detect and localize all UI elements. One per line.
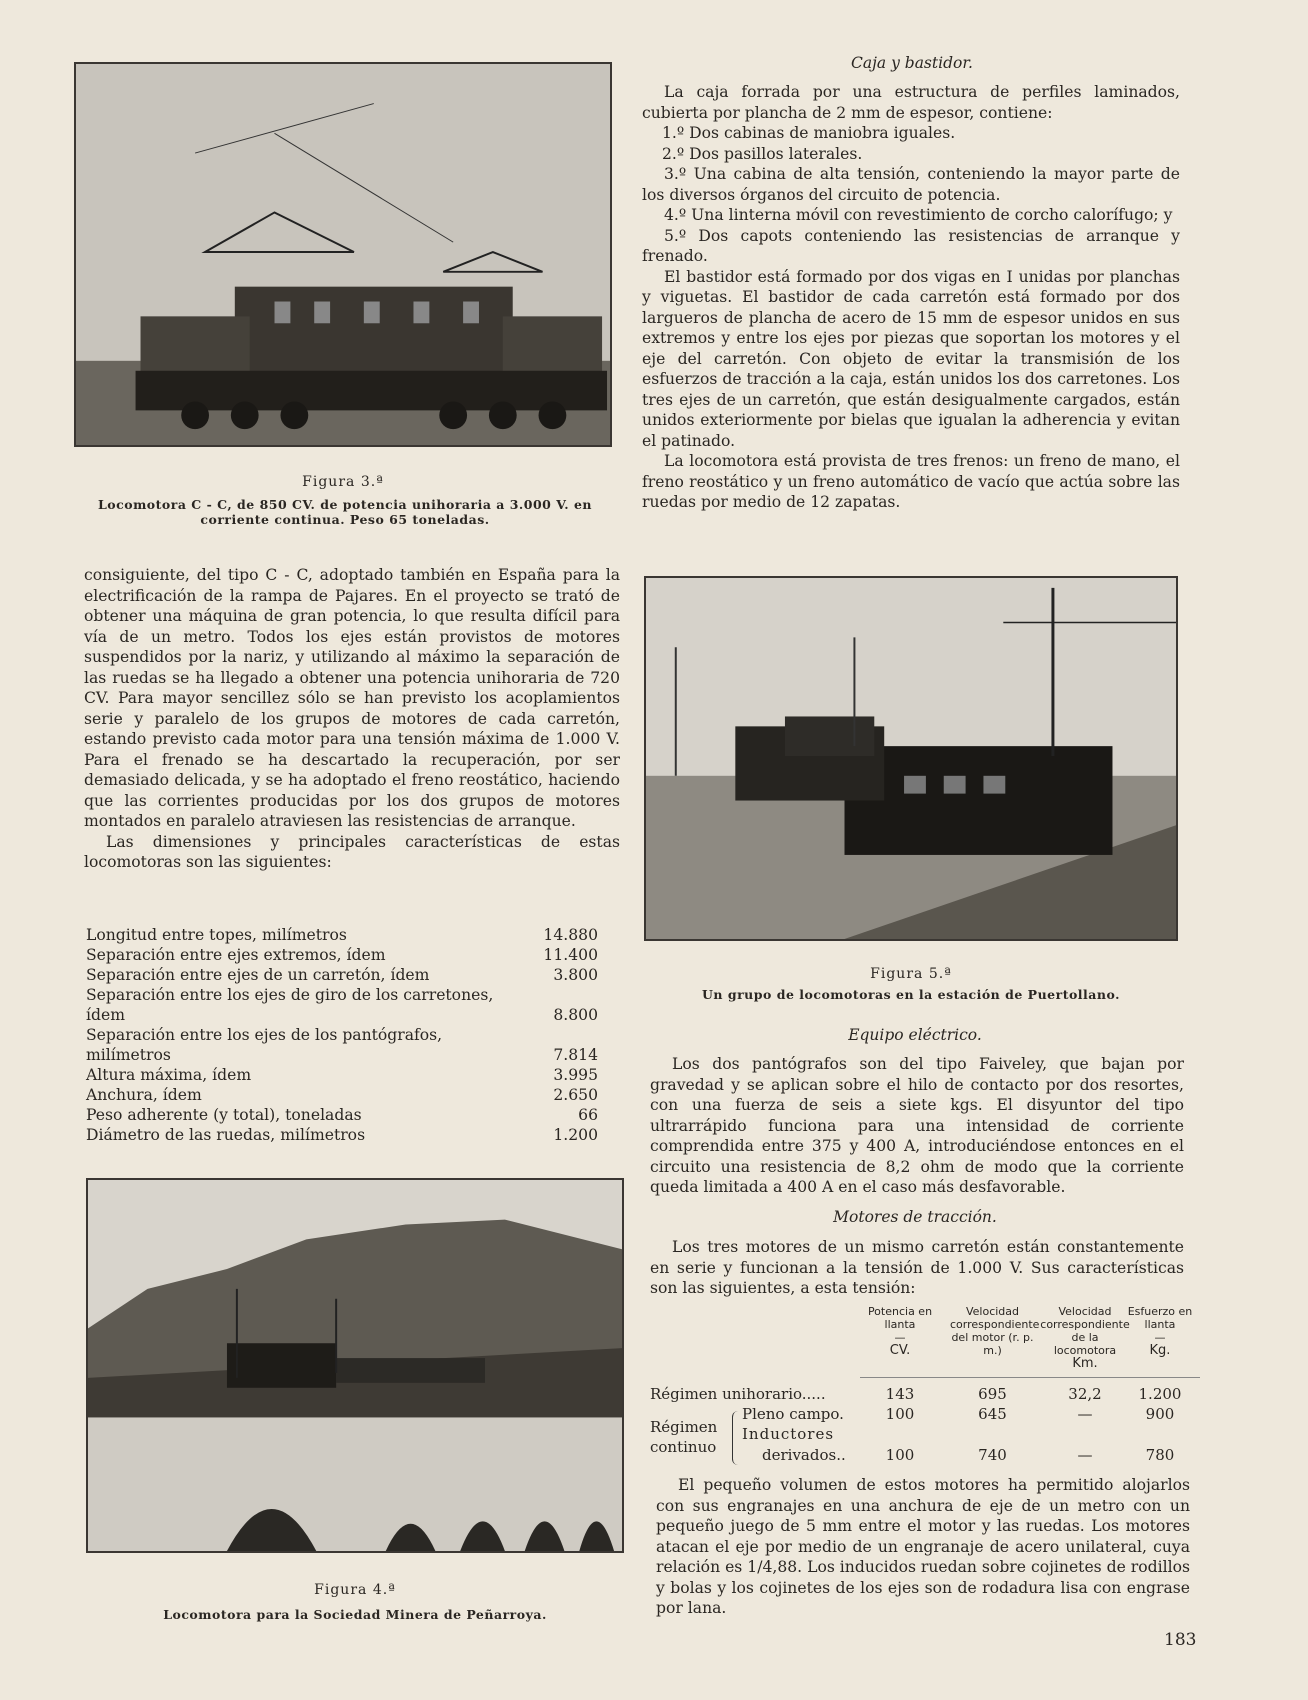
col-header-title: Velocidad correspondiente del motor (r. p. m.) bbox=[950, 1305, 1040, 1357]
col-header-esfuerzo bbox=[1120, 1305, 1200, 1357]
dimension-value: 2.650 bbox=[553, 1086, 598, 1104]
equipo-paragraph: Los dos pantógrafos son del tipo Faiveley, que bajan por gravedad y se aplican sobre el hilo de contacto por dos resortes, con una fuerza de seis a siete kgs. El disyuntor del tipo ultrarrápido funciona para una intensidad de corriente comprendida entre 375 y 400 A, introduciéndose entonces en el circuito una resistencia de 8,2 ohm de modo que la corriente queda limitada a 400 A en el caso más desfavorable. bbox=[650, 1055, 1184, 1196]
dimension-value: 1.200 bbox=[553, 1126, 598, 1144]
cell-esfuerzo: 1.200 bbox=[1138, 1385, 1182, 1403]
dimension-label: Separación entre ejes extremos, ídem bbox=[86, 946, 386, 964]
figure-5-number: Figura 5.ª bbox=[870, 966, 952, 982]
row-label: derivados.. bbox=[762, 1446, 846, 1464]
locomotive-cc-image bbox=[76, 64, 610, 445]
col-header-title: Velocidad correspondiente de la locomotora bbox=[1040, 1305, 1130, 1357]
dimension-label: Separación entre ejes de un carretón, ídem bbox=[86, 966, 430, 984]
dimension-row bbox=[86, 1065, 598, 1085]
figure-5-caption: Un grupo de locomotoras en la estación de Puertollano. bbox=[702, 987, 1120, 1002]
col-header-unit: Kg. bbox=[1149, 1343, 1171, 1358]
caja-item-1: 1.º Dos cabinas de maniobra iguales. bbox=[662, 124, 956, 142]
row-label: Régimen unihorario..... bbox=[650, 1385, 826, 1403]
cell-velocidad-locomotora: — bbox=[1077, 1446, 1093, 1464]
group-label-line2: continuo bbox=[650, 1438, 717, 1456]
caja-item-5: 5.º Dos capots conteniendo las resistencias de arranque y frenado. bbox=[642, 226, 1180, 265]
col-header-dash: — bbox=[894, 1331, 906, 1344]
col-header-velocidad-motor bbox=[950, 1305, 1040, 1357]
dimension-value: 7.814 bbox=[553, 1046, 598, 1064]
brace bbox=[732, 1411, 739, 1465]
motores-paragraph-block bbox=[650, 1237, 1184, 1299]
col-header-velocidad-locomotora bbox=[1040, 1305, 1130, 1370]
group-label-line1: Régimen bbox=[650, 1418, 718, 1436]
left-paragraph-1 bbox=[84, 565, 620, 873]
page-number: 183 bbox=[1164, 1630, 1197, 1650]
col-header-unit: Km. bbox=[1072, 1356, 1098, 1371]
dimension-row bbox=[86, 985, 598, 1025]
cell-velocidad-locomotora: 32,2 bbox=[1068, 1385, 1102, 1403]
dimension-value: 11.400 bbox=[543, 946, 598, 964]
final-paragraph-block bbox=[656, 1475, 1190, 1619]
dimension-label: Altura máxima, ídem bbox=[86, 1066, 252, 1084]
bridge-train-image bbox=[88, 1180, 622, 1551]
col-header-title: Potencia en llanta bbox=[867, 1305, 933, 1331]
caja-item-2: 2.º Dos pasillos laterales. bbox=[662, 144, 863, 163]
final-paragraph: El pequeño volumen de estos motores ha permitido alojarlos con sus engranajes en una anchura de eje de un metro con un pequeño juego de 5 mm entre el motor y las ruedas. Los motores atacan el eje por medio de un engranaje de acero unilateral, cuya relación es 1/4,88. Los inducidos ruedan sobre cojinetes de rodillos y bolas y los cojinetes de los ejes son de rodadura lisa con engrase por lana. bbox=[656, 1476, 1190, 1617]
figure-3-photo bbox=[74, 62, 612, 447]
dimension-row bbox=[86, 965, 598, 985]
motores-paragraph: Los tres motores de un mismo carretón están constantemente en serie y funcionan a la tensión de 1.000 V. Sus características son las siguientes, a esta tensión: bbox=[650, 1238, 1184, 1297]
cell-velocidad-motor: 740 bbox=[978, 1446, 1007, 1464]
regimen-continuo-label bbox=[650, 1417, 717, 1457]
dimensions-table bbox=[86, 925, 598, 1145]
dimension-label: Separación entre los ejes de giro de los carretones, ídem bbox=[86, 986, 494, 1024]
cell-esfuerzo: 780 bbox=[1145, 1446, 1175, 1464]
dimension-value: 3.995 bbox=[553, 1066, 598, 1084]
left-text-p1: consiguiente, del tipo C - C, adoptado también en España para la electrificación de la rampa de Pajares. En el proyecto se trató de obtener una máquina de gran potencia, lo que resulta difícil para vía de un metro. Todos los ejes están provistos de motores suspendidos por la nariz, y utilizando al máximo la separación de las ruedas se ha llegado a obtener una potencia unihoraria de 720 CV. Para mayor sencillez sólo se han previsto los acoplamientos serie y paralelo de los grupos de motores de cada carretón, estando previsto cada motor para una tensión máxima de 1.000 V. Para el frenado se ha descartado la recuperación, por ser demasiado delicada, y se ha adoptado el freno reostático, haciendo que las corrientes producidas por los dos grupos de motores montados en paralelo atraviesen las resistencias de arranque. bbox=[84, 566, 620, 830]
figure-3-number: Figura 3.ª bbox=[302, 474, 384, 490]
dimension-value: 66 bbox=[578, 1106, 598, 1124]
bastidor-paragraph: El bastidor está formado por dos vigas en I unidas por planchas y viguetas. El bastidor de cada carretón está formado por dos largueros de plancha de acero de 15 mm de espesor unidos en sus extremos y entre los ejes por piezas que soportan los motores y el eje del carretón. Con objeto de evitar la transmisión de los esfuerzos de tracción a la caja, están unidos los dos carretones. Los tres ejes de un carretón, que están desigualmente cargados, están unidos exteriormente por bielas que igualan la adherencia y evitan el patinado. bbox=[642, 267, 1180, 450]
heading-equipo-electrico: Equipo eléctrico. bbox=[848, 1026, 982, 1044]
right-block-caja bbox=[642, 82, 1180, 513]
row-label-line1: Inductores bbox=[742, 1425, 835, 1443]
dimension-row bbox=[86, 1105, 598, 1125]
cell-velocidad-locomotora: — bbox=[1077, 1405, 1093, 1423]
dimension-value: 3.800 bbox=[553, 966, 598, 984]
dimension-row bbox=[86, 925, 598, 945]
table-rule bbox=[860, 1377, 1200, 1378]
dimension-row bbox=[86, 1025, 598, 1065]
dimension-row bbox=[86, 1125, 598, 1145]
cell-potencia: 100 bbox=[885, 1405, 915, 1423]
cell-potencia: 143 bbox=[885, 1385, 915, 1403]
figure-4-photo bbox=[86, 1178, 624, 1553]
col-header-potencia bbox=[860, 1305, 940, 1357]
cell-esfuerzo: 900 bbox=[1145, 1405, 1175, 1423]
dimension-label: Longitud entre topes, milímetros bbox=[86, 926, 347, 944]
row-label: Pleno campo. bbox=[742, 1405, 844, 1423]
dimension-label: Anchura, ídem bbox=[86, 1086, 202, 1104]
caja-item-4: 4.º Una linterna móvil con revestimiento de corcho calorífugo; y bbox=[664, 206, 1173, 224]
locomotives-station-image bbox=[646, 578, 1176, 939]
equipo-paragraph-block bbox=[650, 1054, 1184, 1198]
figure-4-caption: Locomotora para la Sociedad Minera de Peñarroya. bbox=[163, 1607, 547, 1622]
dimension-row bbox=[86, 945, 598, 965]
dimension-label: Diámetro de las ruedas, milímetros bbox=[86, 1126, 366, 1144]
cell-velocidad-motor: 645 bbox=[978, 1405, 1007, 1423]
dimension-value: 8.800 bbox=[553, 1006, 598, 1024]
cell-velocidad-motor: 695 bbox=[978, 1385, 1007, 1403]
figure-5-photo bbox=[644, 576, 1178, 941]
heading-caja-y-bastidor: Caja y bastidor. bbox=[851, 54, 973, 72]
dimension-value: 14.880 bbox=[543, 926, 598, 944]
col-header-dash: — bbox=[1154, 1331, 1166, 1344]
dimension-row bbox=[86, 1085, 598, 1105]
left-text-p2: Las dimensiones y principales características de estas locomotoras son las siguientes: bbox=[84, 832, 620, 871]
dimension-label: Separación entre los ejes de los pantógrafos, milímetros bbox=[86, 1026, 443, 1064]
col-header-unit: CV. bbox=[889, 1343, 911, 1358]
heading-motores-de-traccion: Motores de tracción. bbox=[833, 1208, 997, 1226]
caja-item-3: 3.º Una cabina de alta tensión, conteniendo la mayor parte de los diversos órganos del circuito de potencia. bbox=[642, 165, 1180, 204]
figure-3-caption: Locomotora C - C, de 850 CV. de potencia unihoraria a 3.000 V. en corriente continua. Peso 65 toneladas. bbox=[98, 497, 592, 527]
caja-intro: La caja forrada por una estructura de perfiles laminados, cubierta por plancha de 2 mm de espesor, contiene: bbox=[642, 83, 1180, 122]
col-header-title: Esfuerzo en llanta bbox=[1127, 1305, 1193, 1331]
frenos-paragraph: La locomotora está provista de tres frenos: un freno de mano, el freno reostático y un freno automático de vacío que actúa sobre las ruedas por medio de 12 zapatas. bbox=[642, 452, 1180, 511]
motor-characteristics-table bbox=[650, 1305, 1193, 1470]
cell-potencia: 100 bbox=[885, 1446, 915, 1464]
dimension-label: Peso adherente (y total), toneladas bbox=[86, 1106, 362, 1124]
figure-4-number: Figura 4.ª bbox=[314, 1582, 396, 1598]
